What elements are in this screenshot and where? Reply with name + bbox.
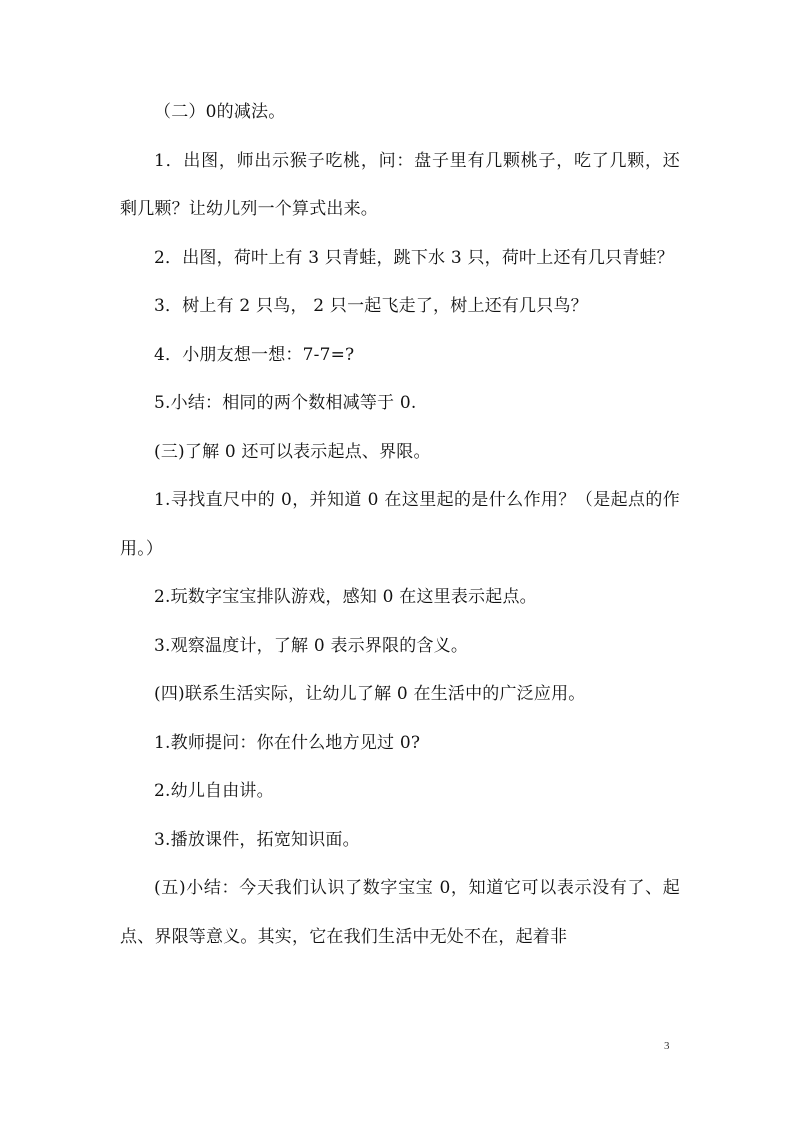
paragraph-think: 4．小朋友想一想：7-7=?: [154, 344, 355, 365]
paragraph-birds: 3．树上有 2 只鸟， 2 只一起飞走了，树上还有几只鸟？: [154, 296, 588, 316]
paragraph-ruler: 1.寻找直尺中的 0，并知道 0 在这里起的是什么作用？（是起点的作用。）: [120, 490, 680, 559]
paragraph-monkey-peaches: 1．出图，师出示猴子吃桃，问：盘子里有几颗桃子，吃了几颗，还剩几颗？让幼儿列一个算式出来。: [120, 150, 680, 219]
paragraph-courseware: 3.播放课件，拓宽知识面。: [154, 829, 360, 850]
paragraph-teacher-question: 1.教师提问：你在什么地方见过 0?: [154, 732, 421, 753]
section-heading-daily-life: (四)联系生活实际，让幼儿了解 0 在生活中的广泛应用。: [154, 684, 586, 704]
paragraph-frogs: 2．出图，荷叶上有 3 只青蛙，跳下水 3 只，荷叶上还有几只青蛙？: [154, 247, 674, 268]
paragraph-queue-game: 2.玩数字宝宝排队游戏，感知 0 在这里表示起点。: [154, 587, 537, 607]
document-body: [120, 88, 680, 961]
section-heading-start-limit: (三)了解 0 还可以表示起点、界限。: [154, 441, 431, 462]
section-heading-subtraction: （二）0的减法。: [154, 102, 286, 122]
paragraph-summary-subtraction: 5.小结：相同的两个数相减等于 0.: [154, 393, 417, 413]
section-heading-summary: (五)小结：今天我们认识了数字宝宝 0，知道它可以表示没有了、起点、界限等意义。其实，它在我们生活中无处不在，起着非: [120, 878, 680, 947]
page-number: 3: [664, 1040, 670, 1052]
paragraph-thermometer: 3.观察温度计，了解 0 表示界限的含义。: [154, 635, 469, 656]
paragraph-free-talk: 2.幼儿自由讲。: [154, 781, 274, 801]
